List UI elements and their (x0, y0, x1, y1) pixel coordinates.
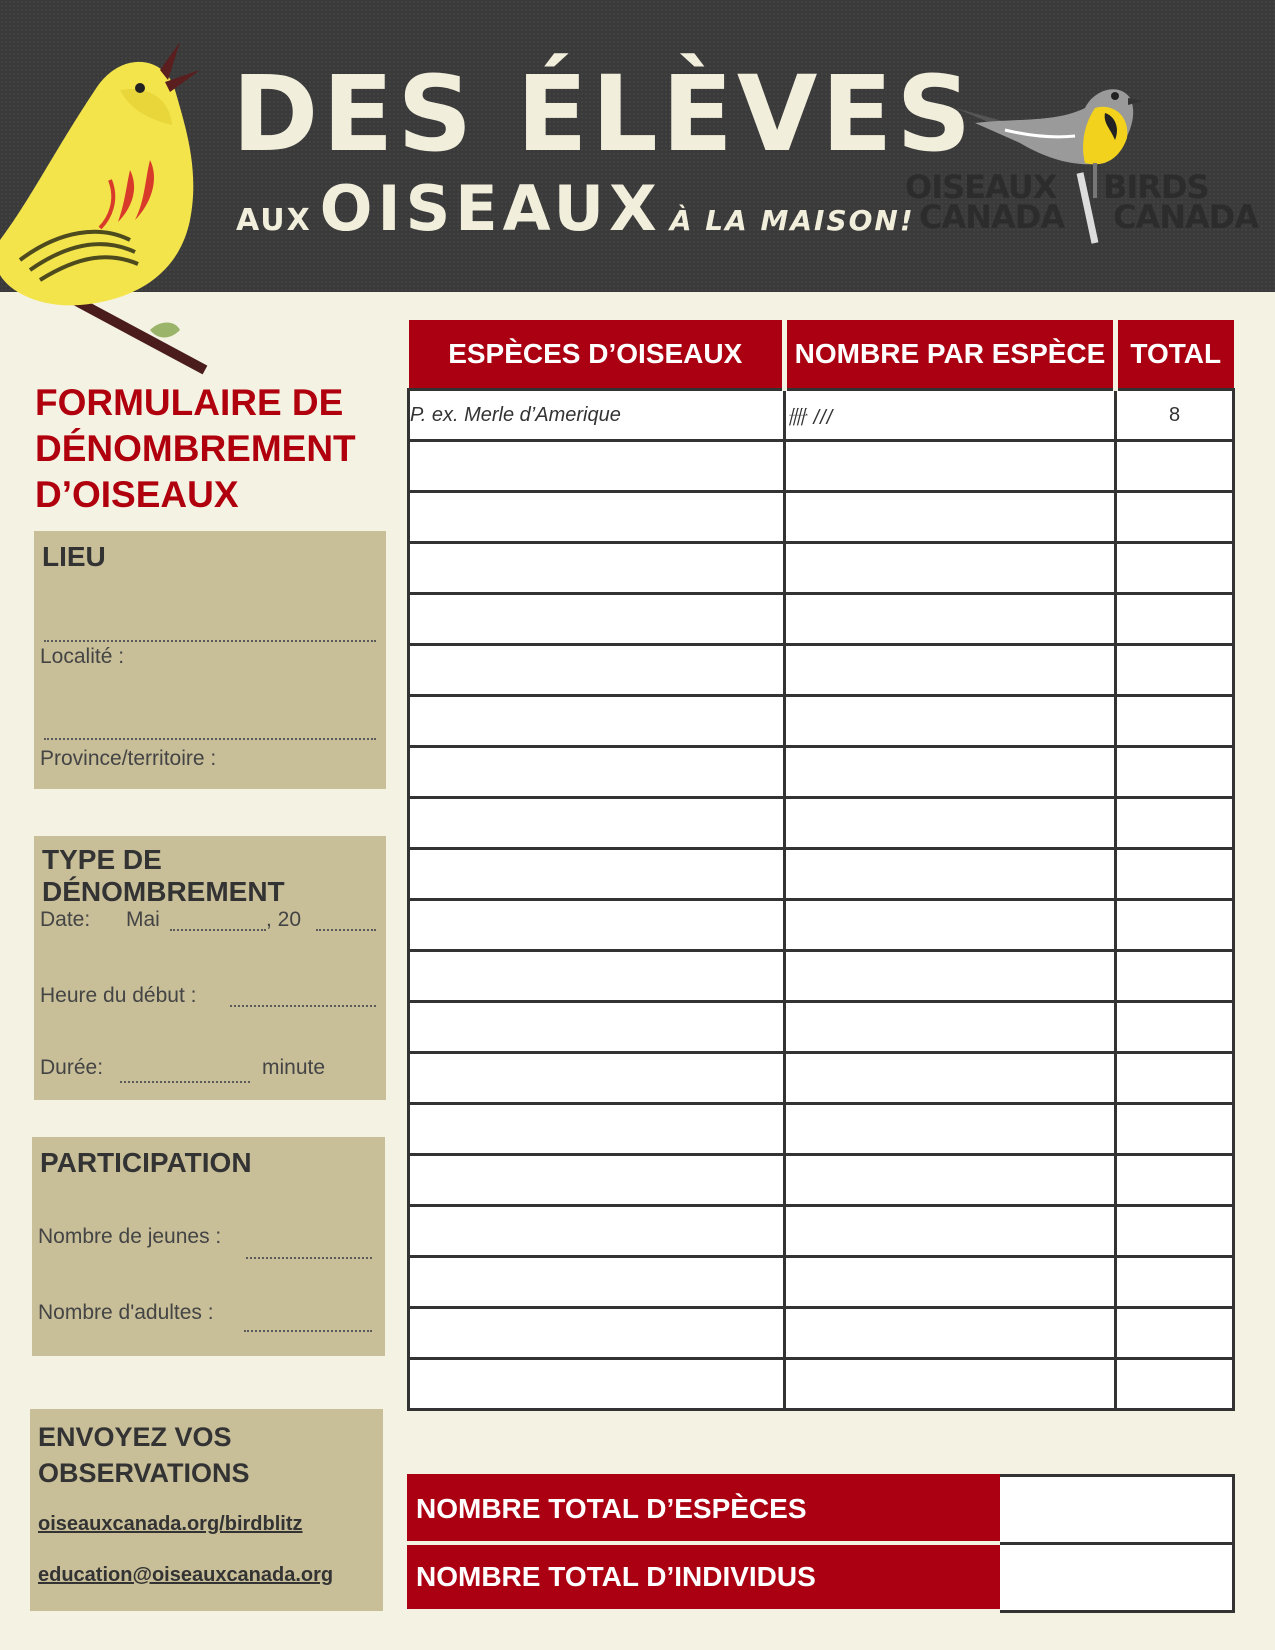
total-cell[interactable] (1116, 594, 1234, 645)
yellow-warbler-icon (0, 30, 220, 380)
total-individuals-label: NOMBRE TOTAL D’INDIVIDUS (409, 1543, 999, 1611)
table-row (409, 1308, 1234, 1359)
adult-count-field[interactable] (244, 1330, 372, 1332)
province-label: Province/territoire : (40, 747, 217, 770)
participation-panel (32, 1137, 385, 1356)
totals-table (407, 1474, 1235, 1613)
species-cell[interactable] (409, 1308, 785, 1359)
table-row (409, 1155, 1234, 1206)
count-cell[interactable] (785, 1257, 1116, 1308)
total-cell[interactable] (1116, 849, 1234, 900)
species-cell[interactable] (409, 645, 785, 696)
count-cell[interactable] (785, 798, 1116, 849)
table-row (409, 1104, 1234, 1155)
total-cell[interactable] (1116, 1206, 1234, 1257)
count-cell[interactable] (785, 849, 1116, 900)
count-cell[interactable] (785, 441, 1116, 492)
table-row (409, 951, 1234, 1002)
table-row (409, 594, 1234, 645)
count-type-heading: TYPE DE DÉNOMBREMENT (42, 844, 285, 907)
total-cell[interactable] (1116, 645, 1234, 696)
table-row (409, 747, 1234, 798)
total-cell[interactable] (1116, 1155, 1234, 1206)
count-cell[interactable] (785, 747, 1116, 798)
species-cell[interactable] (409, 1053, 785, 1104)
total-cell[interactable] (1116, 696, 1234, 747)
species-cell[interactable] (409, 1206, 785, 1257)
table-row (409, 645, 1234, 696)
total-column-header: TOTAL (1116, 320, 1234, 390)
count-cell[interactable] (785, 1308, 1116, 1359)
total-individuals-field[interactable] (999, 1543, 1234, 1611)
count-cell[interactable] (785, 1155, 1116, 1206)
duration-unit: minute (262, 1056, 326, 1079)
website-link[interactable]: oiseauxcanada.org/birdblitz (38, 1513, 303, 1535)
total-cell[interactable] (1116, 1002, 1234, 1053)
table-header-row (409, 320, 1234, 390)
count-cell[interactable] (785, 594, 1116, 645)
species-cell[interactable] (409, 849, 785, 900)
species-cell[interactable] (409, 1104, 785, 1155)
count-cell[interactable] (785, 696, 1116, 747)
date-year-field[interactable] (316, 929, 376, 931)
date-month: Mai (126, 908, 160, 931)
date-year-prefix: , 20 (266, 908, 302, 931)
count-cell[interactable] (785, 492, 1116, 543)
banner-aux: AUX (236, 203, 312, 238)
species-cell[interactable] (409, 696, 785, 747)
banner-oiseaux: OISEAUX (319, 172, 662, 245)
count-cell[interactable] (785, 543, 1116, 594)
logo-text-fr: OISEAUX CANADA (905, 168, 1065, 236)
count-cell[interactable] (785, 900, 1116, 951)
total-species-field[interactable] (999, 1476, 1234, 1544)
table-row (409, 900, 1234, 951)
table-row (409, 492, 1234, 543)
species-cell[interactable] (409, 951, 785, 1002)
adult-count-label: Nombre d'adultes : (38, 1301, 214, 1324)
total-cell[interactable] (1116, 1308, 1234, 1359)
total-cell[interactable] (1116, 1104, 1234, 1155)
banner-title: DES ÉLÈVES (232, 53, 976, 175)
count-cell[interactable] (785, 951, 1116, 1002)
email-link[interactable]: education@oiseauxcanada.org (38, 1564, 334, 1586)
location-panel (34, 531, 386, 789)
total-individuals-row (409, 1543, 1234, 1611)
count-cell[interactable] (785, 645, 1116, 696)
start-time-label: Heure du début : (40, 984, 197, 1007)
duration-label: Durée: (40, 1056, 104, 1079)
table-row (409, 1257, 1234, 1308)
table-row (409, 441, 1234, 492)
date-day-field[interactable] (170, 929, 266, 931)
species-cell[interactable] (409, 1002, 785, 1053)
location-heading: LIEU (42, 541, 106, 572)
participation-heading: PARTICIPATION (40, 1147, 252, 1178)
banner-subtitle (236, 172, 915, 245)
species-cell[interactable] (409, 1257, 785, 1308)
species-cell[interactable] (409, 1359, 785, 1410)
table-row (409, 696, 1234, 747)
duration-field[interactable] (120, 1081, 250, 1083)
total-cell[interactable] (1116, 1053, 1234, 1104)
total-cell[interactable] (1116, 747, 1234, 798)
total-species-label: NOMBRE TOTAL D’ESPÈCES (409, 1476, 999, 1544)
table-row (409, 849, 1234, 900)
youth-count-label: Nombre de jeunes : (38, 1225, 222, 1248)
total-cell[interactable] (1116, 543, 1234, 594)
form-title: FORMULAIRE DE DÉNOMBREMENT D’OISEAUX (35, 382, 356, 515)
species-cell[interactable] (409, 1155, 785, 1206)
locality-field[interactable] (44, 640, 376, 642)
species-cell[interactable] (409, 492, 785, 543)
table-row (409, 543, 1234, 594)
table-row (409, 1002, 1234, 1053)
total-species-row (409, 1476, 1234, 1544)
table-row (409, 1053, 1234, 1104)
example-species: P. ex. Merle d’Amerique (409, 390, 785, 441)
total-cell[interactable] (1116, 441, 1234, 492)
total-cell[interactable] (1116, 492, 1234, 543)
count-cell[interactable] (785, 1359, 1116, 1410)
species-cell[interactable] (409, 900, 785, 951)
count-cell[interactable] (785, 1053, 1116, 1104)
total-cell[interactable] (1116, 798, 1234, 849)
species-column-header: ESPÈCES D’OISEAUX (409, 320, 785, 390)
total-cell[interactable] (1116, 1257, 1234, 1308)
species-cell[interactable] (409, 594, 785, 645)
total-cell[interactable] (1116, 1359, 1234, 1410)
species-cell[interactable] (409, 543, 785, 594)
example-row (409, 390, 1234, 441)
count-cell[interactable] (785, 1206, 1116, 1257)
locality-label: Localité : (40, 645, 125, 668)
table-row (409, 1206, 1234, 1257)
count-cell[interactable] (785, 1104, 1116, 1155)
count-column-header: NOMBRE PAR ESPÈCE (785, 320, 1116, 390)
example-tally: 卌 /// (785, 390, 1116, 441)
table-row (409, 1359, 1234, 1410)
species-cell[interactable] (409, 441, 785, 492)
species-cell[interactable] (409, 798, 785, 849)
example-total: 8 (1116, 390, 1234, 441)
total-cell[interactable] (1116, 900, 1234, 951)
youth-count-field[interactable] (246, 1257, 372, 1259)
count-cell[interactable] (785, 1002, 1116, 1053)
species-cell[interactable] (409, 747, 785, 798)
table-row (409, 798, 1234, 849)
date-label: Date: (40, 908, 91, 931)
total-cell[interactable] (1116, 951, 1234, 1002)
submit-panel (30, 1409, 383, 1611)
submit-heading: ENVOYEZ VOS OBSERVATIONS (38, 1422, 250, 1488)
logo-text-en: BIRDS CANADA (1103, 168, 1259, 236)
species-tally-table (407, 320, 1235, 1411)
province-field[interactable] (44, 738, 376, 740)
banner-maison: À LA MAISON! (669, 204, 915, 237)
count-type-panel (34, 836, 386, 1100)
start-time-field[interactable] (230, 1005, 376, 1007)
